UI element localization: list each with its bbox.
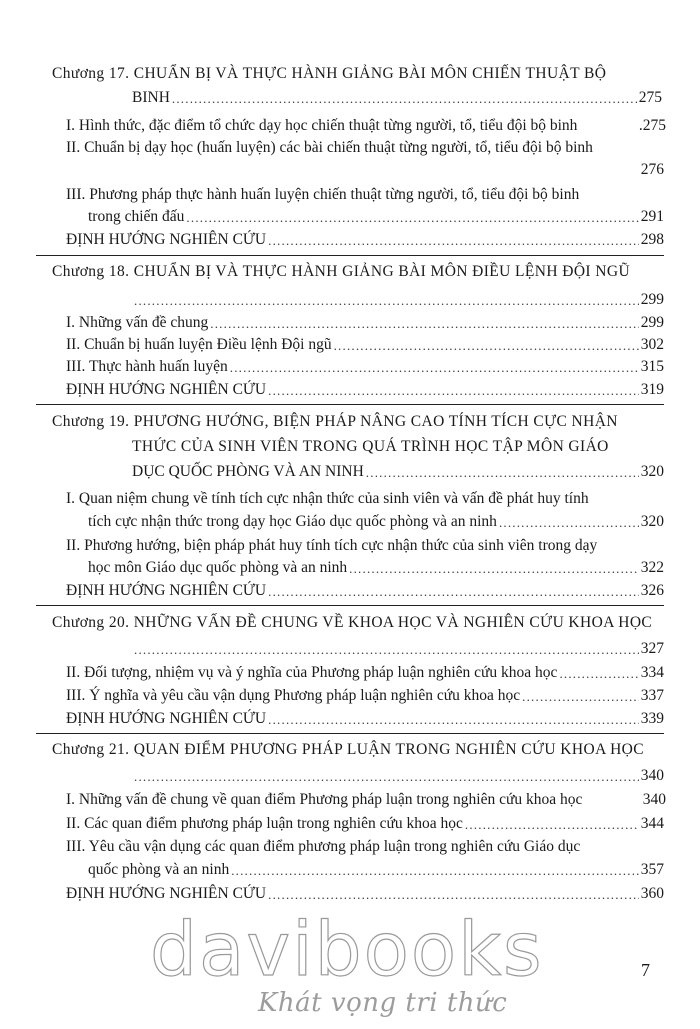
ch18-orientation: ĐỊNH HƯỚNG NGHIÊN CỨU ..... 319 — [66, 380, 664, 400]
chapter-17-title-cont: BINH ..... 275 — [132, 88, 662, 108]
ch21-item-3-cont: quốc phòng và an ninh ..... 357 — [88, 860, 664, 880]
divider — [36, 733, 664, 734]
chapter-17-title: Chương 17. CHUẨN BỊ VÀ THỰC HÀNH GIẢNG BÀI MÔN CHIẾN THUẬT BỘ — [52, 65, 607, 82]
ch19-item-1-cont: tích cực nhận thức trong dạy học Giáo dục quốc phòng và an ninh ..... 320 — [88, 512, 664, 532]
ch21-item-2: II. Các quan điểm phương pháp luận trong nghiên cứu khoa học ..... 344 — [66, 814, 664, 834]
chapter-18-title: Chương 18. CHUẨN BỊ VÀ THỰC HÀNH GIẢNG BÀI MÔN ĐIỀU LỆNH ĐỘI NGŨ — [52, 263, 631, 280]
ch17-item-3-cont: trong chiến đấu ..... 291 — [88, 207, 664, 227]
ch18-item-1: I. Những vấn đề chung ..... 299 — [66, 313, 664, 333]
ch19-item-2: II. Phương hướng, biện pháp phát huy tính tích cực nhận thức của sinh viên trong dạy — [66, 537, 598, 554]
ch20-item-1: II. Đối tượng, nhiệm vụ và ý nghĩa của Phương pháp luận nghiên cứu khoa học ..... 334 — [66, 663, 664, 683]
watermark-tagline: Khát vọng tri thức — [258, 988, 508, 1018]
ch21-item-3: III. Yêu cầu vận dụng các quan điểm phương pháp luận trong nghiên cứu Giáo dục — [66, 838, 581, 855]
ch17-item-2: II. Chuẩn bị dạy học (huấn luyện) các bài chiến thuật từng người, tổ, tiểu đội bộ binh — [66, 139, 593, 156]
chapter-17-page: 275 — [638, 89, 662, 106]
chapter-21-page-line: ..... 340 — [132, 766, 664, 786]
chapter-19-title-cont: THỨC CỦA SINH VIÊN TRONG QUÁ TRÌNH HỌC TẬP MÔN GIÁO — [132, 438, 609, 455]
chapter-19-title-cont-2: DỤC QUỐC PHÒNG VÀ AN NINH ..... 320 — [132, 462, 664, 482]
chapter-20-page-line: ..... 327 — [132, 639, 664, 659]
ch19-item-2-cont: học môn Giáo dục quốc phòng và an ninh ..... 322 — [88, 558, 664, 578]
ch20-item-2: III. Ý nghĩa và yêu cầu vận dụng Phương pháp luận nghiên cứu khoa học ..... 337 — [66, 686, 664, 706]
chapter-21-title: Chương 21. QUAN ĐIỂM PHƯƠNG PHÁP LUẬN TRONG NGHIÊN CỨU KHOA HỌC — [52, 741, 645, 758]
ch21-item-1: I. Những vấn đề chung về quan điểm Phương pháp luận trong nghiên cứu khoa học 340 — [66, 791, 666, 808]
divider — [36, 404, 664, 405]
ch17-item-2-page: 276 — [640, 161, 664, 178]
page-number: 7 — [641, 960, 650, 980]
ch17-item-1: I. Hình thức, đặc điểm tổ chức dạy học chiến thuật từng người, tổ, tiểu đội bộ binh .275 — [66, 117, 666, 134]
chapter-19-title: Chương 19. PHƯƠNG HƯỚNG, BIỆN PHÁP NÂNG CAO TÍNH TÍCH CỰC NHẬN — [52, 413, 618, 430]
watermark-logo: davibooks — [150, 907, 544, 993]
chapter-18-page-line: ..... 299 — [132, 290, 664, 310]
ch19-orientation: ĐỊNH HƯỚNG NGHIÊN CỨU ..... 326 — [66, 581, 664, 601]
ch17-orientation: ĐỊNH HƯỚNG NGHIÊN CỨU ..... 298 — [66, 230, 664, 250]
ch19-item-1: I. Quan niệm chung về tính tích cực nhận thức của sinh viên và vấn đề phát huy tính — [66, 490, 589, 507]
ch21-orientation: ĐỊNH HƯỚNG NGHIÊN CỨU ..... 360 — [66, 884, 664, 904]
ch17-item-3: III. Phương pháp thực hành huấn luyện chiến thuật từng người, tổ, tiểu đội bộ binh — [66, 186, 580, 203]
chapter-20-title: Chương 20. NHỮNG VẤN ĐỀ CHUNG VỀ KHOA HỌC VÀ NGHIÊN CỨU KHOA HỌC — [52, 614, 653, 631]
divider — [36, 605, 664, 606]
ch18-item-3: III. Thực hành huấn luyện ..... 315 — [66, 357, 664, 377]
ch18-item-2: II. Chuẩn bị huấn luyện Điều lệnh Đội ngũ ..... 302 — [66, 335, 664, 355]
divider — [36, 255, 664, 256]
ch20-orientation: ĐỊNH HƯỚNG NGHIÊN CỨU ..... 339 — [66, 709, 664, 729]
